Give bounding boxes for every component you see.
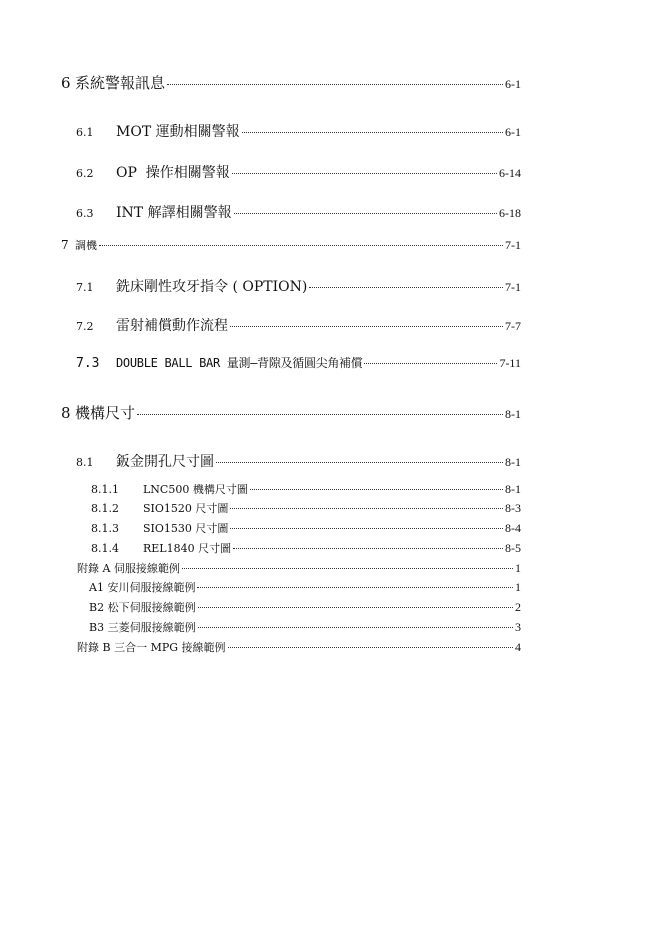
toc-number: 6 bbox=[61, 74, 71, 92]
toc-title: 系統警報訊息 bbox=[75, 74, 166, 92]
toc-page: 3 bbox=[515, 620, 521, 634]
dot-leader bbox=[197, 587, 513, 588]
toc-page: 2 bbox=[515, 600, 521, 614]
toc-entry-6[interactable] bbox=[61, 72, 521, 93]
dot-leader bbox=[234, 213, 497, 214]
dot-leader bbox=[364, 363, 497, 364]
dot-leader bbox=[230, 508, 503, 509]
toc-page: 7-1 bbox=[505, 238, 521, 252]
dot-leader bbox=[230, 528, 503, 529]
toc-page: 7-11 bbox=[499, 356, 521, 370]
toc-number: 7.1 bbox=[76, 281, 94, 294]
toc-entry-8-1-2[interactable] bbox=[91, 500, 521, 516]
toc-page: 7-7 bbox=[505, 319, 521, 333]
toc-entry-7[interactable] bbox=[61, 237, 521, 253]
toc-entry-b2[interactable] bbox=[89, 599, 521, 615]
toc-title: MOT 運動相關警報 bbox=[116, 124, 240, 140]
dot-leader bbox=[242, 132, 503, 133]
toc-page: 1 bbox=[515, 561, 521, 575]
dot-leader bbox=[232, 173, 497, 174]
dot-leader bbox=[198, 627, 513, 628]
dot-leader bbox=[198, 607, 513, 608]
toc-page: 7-1 bbox=[505, 280, 521, 294]
toc-title: 調機 bbox=[75, 239, 97, 252]
toc-title: 銑床剛性攻牙指令 ( OPTION) bbox=[116, 279, 308, 295]
dot-leader bbox=[233, 548, 503, 549]
toc-number: 8.1.4 bbox=[91, 542, 119, 555]
toc-number: 7 bbox=[61, 238, 69, 252]
toc-title: REL1840 尺寸圖 bbox=[143, 542, 232, 555]
toc-page: 8-1 bbox=[505, 482, 521, 496]
toc-page: 8-3 bbox=[505, 501, 521, 515]
toc-number: 7.2 bbox=[76, 320, 94, 333]
toc-page: 6-14 bbox=[499, 166, 521, 180]
toc-title: 機構尺寸 bbox=[75, 404, 136, 422]
toc-number: 8.1.2 bbox=[91, 502, 119, 515]
dot-leader bbox=[216, 462, 503, 463]
toc-entry-7-3[interactable] bbox=[76, 354, 521, 371]
toc-page: 6-18 bbox=[499, 206, 521, 220]
toc-entry-8-1-4[interactable] bbox=[91, 540, 521, 556]
toc-title: 雷射補償動作流程 bbox=[116, 318, 228, 334]
toc-number: 8.1 bbox=[76, 456, 94, 469]
toc-entry-8-1-1[interactable] bbox=[91, 481, 521, 497]
toc-title: 附錄 A 伺服接線範例 bbox=[77, 562, 180, 575]
toc-entry-8[interactable] bbox=[61, 402, 521, 423]
dot-leader bbox=[228, 647, 513, 648]
dot-leader bbox=[250, 489, 503, 490]
toc-title: A1 安川伺服接線範例 bbox=[89, 581, 196, 594]
toc-entry-8-1-3[interactable] bbox=[91, 520, 521, 536]
toc-title: DOUBLE BALL BAR 量測–背隙及循圓尖角補償 bbox=[116, 356, 363, 370]
toc-entry-b3[interactable] bbox=[89, 619, 521, 635]
toc-entry-6-3[interactable] bbox=[76, 202, 521, 222]
toc-title: INT 解譯相關警報 bbox=[116, 205, 232, 221]
toc-title: SIO1530 尺寸圖 bbox=[143, 522, 229, 535]
toc-number: 6.3 bbox=[76, 207, 94, 220]
toc-page: 6-1 bbox=[505, 77, 521, 91]
toc-page: 6-1 bbox=[505, 125, 521, 139]
dot-leader bbox=[99, 245, 503, 246]
toc-title: LNC500 機構尺寸圖 bbox=[143, 483, 248, 496]
toc-entry-7-2[interactable] bbox=[76, 315, 521, 335]
toc-entry-a1[interactable] bbox=[89, 579, 521, 595]
toc-page: 8-1 bbox=[505, 455, 521, 469]
toc-entry-appendix-b[interactable] bbox=[77, 639, 521, 655]
toc-title: 附錄 B 三合一 MPG 接線範例 bbox=[77, 641, 226, 654]
toc-title: SIO1520 尺寸圖 bbox=[143, 502, 229, 515]
dot-leader bbox=[137, 414, 503, 415]
toc-title: 鈑金開孔尺寸圖 bbox=[116, 454, 214, 470]
toc-entry-appendix-a[interactable] bbox=[77, 560, 521, 576]
dot-leader bbox=[167, 84, 503, 85]
toc-page: 8-5 bbox=[505, 541, 521, 555]
toc-page: 4 bbox=[515, 640, 521, 654]
toc-title: OP 操作相關警報 bbox=[116, 165, 230, 181]
toc-number: 8 bbox=[61, 404, 71, 422]
dot-leader bbox=[182, 568, 513, 569]
toc-entry-6-2[interactable] bbox=[76, 162, 521, 182]
dot-leader bbox=[230, 326, 503, 327]
toc-number: 7.3 bbox=[76, 356, 100, 371]
toc-title: B2 松下伺服接線範例 bbox=[89, 601, 196, 614]
toc-number: 6.2 bbox=[76, 167, 94, 180]
toc-number: 6.1 bbox=[76, 126, 94, 139]
toc-page: 8-1 bbox=[505, 407, 521, 421]
toc-page: 8-4 bbox=[505, 521, 521, 535]
toc-number: 8.1.1 bbox=[91, 483, 119, 496]
toc-entry-6-1[interactable] bbox=[76, 121, 521, 141]
toc-title: B3 三菱伺服接線範例 bbox=[89, 621, 196, 634]
toc-page: 1 bbox=[515, 580, 521, 594]
toc-entry-8-1[interactable] bbox=[76, 451, 521, 471]
dot-leader bbox=[309, 287, 503, 288]
toc-entry-7-1[interactable] bbox=[76, 276, 521, 296]
toc-number: 8.1.3 bbox=[91, 522, 119, 535]
